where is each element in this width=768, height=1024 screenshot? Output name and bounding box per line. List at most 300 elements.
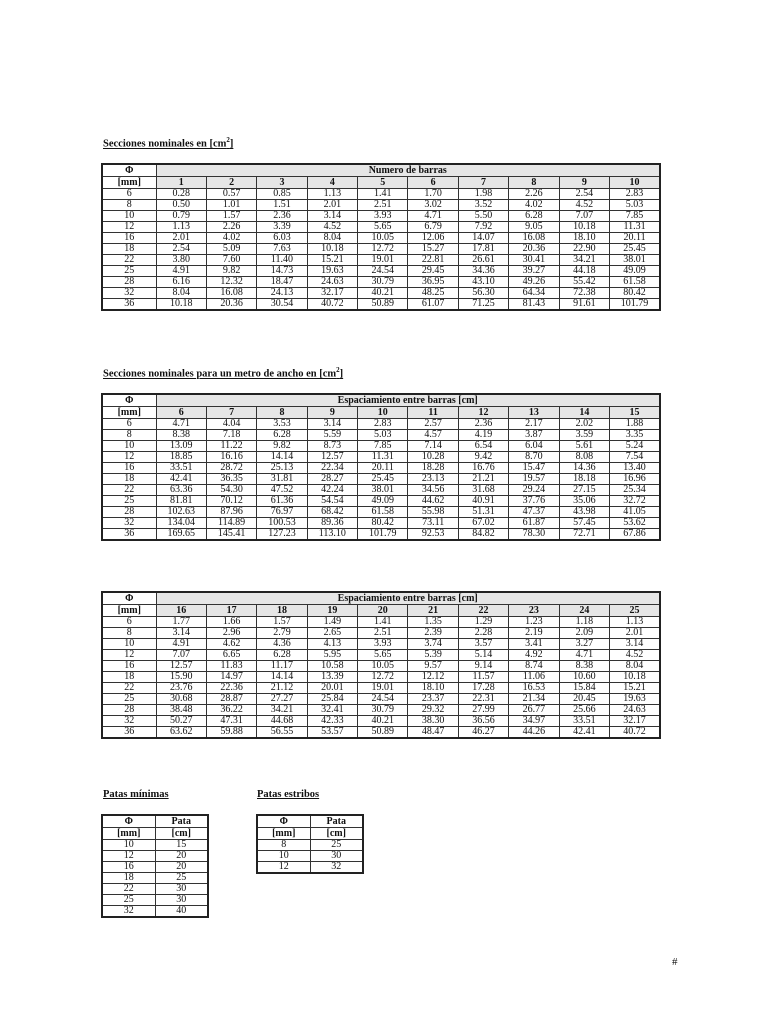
value-cell: 8.08 xyxy=(559,452,609,463)
value-cell: 25.13 xyxy=(257,463,307,474)
value-cell: 5.50 xyxy=(458,211,508,222)
value-cell: 91.61 xyxy=(559,299,609,311)
diameter-cell: 22 xyxy=(102,485,156,496)
value-cell: 20 xyxy=(155,862,208,873)
value-cell: 1.35 xyxy=(408,617,458,628)
value-cell: 28.87 xyxy=(206,694,256,705)
value-cell: 40.72 xyxy=(307,299,357,311)
value-cell: 78.30 xyxy=(509,529,559,541)
value-cell: 1.88 xyxy=(610,419,660,430)
value-cell: 40 xyxy=(155,906,208,918)
value-cell: 1.66 xyxy=(206,617,256,628)
table-row xyxy=(102,222,660,233)
value-cell: 30 xyxy=(155,895,208,906)
value-cell: 34.97 xyxy=(509,716,559,727)
column-header: 3 xyxy=(257,177,307,189)
diameter-cell: 32 xyxy=(102,716,156,727)
value-cell: 169.65 xyxy=(156,529,206,541)
value-cell: 4.57 xyxy=(408,430,458,441)
value-cell: 6.03 xyxy=(257,233,307,244)
column-header: 10 xyxy=(358,407,408,419)
table-row xyxy=(102,507,660,518)
value-cell: 6.65 xyxy=(206,650,256,661)
table-row xyxy=(102,694,660,705)
table-row xyxy=(102,200,660,211)
column-header: 2 xyxy=(206,177,256,189)
value-cell: 30.79 xyxy=(358,705,408,716)
value-cell: 7.85 xyxy=(610,211,661,222)
value-cell: 10.18 xyxy=(610,672,660,683)
value-cell: 32.17 xyxy=(610,716,660,727)
value-cell: 11.06 xyxy=(509,672,559,683)
value-cell: 73.11 xyxy=(408,518,458,529)
table-row xyxy=(102,233,660,244)
value-cell: 5.59 xyxy=(307,430,357,441)
value-cell: 3.41 xyxy=(509,639,559,650)
diameter-cell: 16 xyxy=(102,233,156,244)
value-cell: 4.52 xyxy=(307,222,357,233)
value-cell: 44.68 xyxy=(257,716,307,727)
value-cell: 57.45 xyxy=(559,518,609,529)
value-cell: 2.54 xyxy=(156,244,206,255)
value-cell: 4.62 xyxy=(206,639,256,650)
unit-header: [mm] xyxy=(102,828,155,840)
value-cell: 4.91 xyxy=(156,266,206,277)
value-cell: 3.93 xyxy=(358,211,408,222)
table5-title-text: Patas estribos xyxy=(257,789,320,800)
value-cell: 14.14 xyxy=(257,672,307,683)
value-cell: 50.27 xyxy=(156,716,206,727)
value-cell: 25.66 xyxy=(559,705,609,716)
value-cell: 4.71 xyxy=(408,211,458,222)
table-row xyxy=(102,639,660,650)
value-cell: 2.51 xyxy=(358,628,408,639)
diameter-cell: 16 xyxy=(102,862,155,873)
value-cell: 1.13 xyxy=(610,617,660,628)
value-cell: 2.02 xyxy=(559,419,609,430)
table-row xyxy=(102,452,660,463)
table-row xyxy=(102,672,660,683)
table-row xyxy=(102,419,660,430)
value-cell: 4.71 xyxy=(559,650,609,661)
value-cell: 71.25 xyxy=(458,299,508,311)
value-cell: 22.34 xyxy=(307,463,357,474)
value-cell: 53.57 xyxy=(307,727,357,739)
column-header: 6 xyxy=(408,177,458,189)
table-row xyxy=(102,299,660,311)
column-header: 11 xyxy=(408,407,458,419)
value-cell: 25.45 xyxy=(358,474,408,485)
value-cell: 22.36 xyxy=(206,683,256,694)
value-cell: 1.49 xyxy=(307,617,357,628)
value-cell: 61.07 xyxy=(408,299,458,311)
value-cell: 10.05 xyxy=(358,661,408,672)
value-cell: 6.16 xyxy=(156,277,206,288)
value-cell: 67.86 xyxy=(610,529,660,541)
value-cell: 1.29 xyxy=(458,617,508,628)
value-cell: 2.36 xyxy=(458,419,508,430)
value-cell: 18.28 xyxy=(408,463,458,474)
value-cell: 3.14 xyxy=(156,628,206,639)
value-cell: 16.08 xyxy=(206,288,256,299)
column-header: 24 xyxy=(559,605,609,617)
value-cell: 6.54 xyxy=(458,441,508,452)
value-cell: 15.90 xyxy=(156,672,206,683)
value-cell: 13.09 xyxy=(156,441,206,452)
value-cell: 145.41 xyxy=(206,529,256,541)
value-cell: 27.27 xyxy=(257,694,307,705)
value-cell: 11.57 xyxy=(458,672,508,683)
value-cell: 2.19 xyxy=(509,628,559,639)
header-row xyxy=(102,394,660,407)
table-row xyxy=(102,463,660,474)
value-cell: 32.72 xyxy=(610,496,660,507)
value-cell: 12.57 xyxy=(307,452,357,463)
table-row xyxy=(102,441,660,452)
value-cell: 2.01 xyxy=(610,628,660,639)
value-cell: 30.68 xyxy=(156,694,206,705)
value-cell: 101.79 xyxy=(610,299,661,311)
value-cell: 81.81 xyxy=(156,496,206,507)
value-cell: 3.87 xyxy=(509,430,559,441)
pata-header: Pata xyxy=(310,815,363,828)
value-cell: 42.41 xyxy=(156,474,206,485)
value-cell: 1.41 xyxy=(358,189,408,200)
value-cell: 11.40 xyxy=(257,255,307,266)
value-cell: 8.70 xyxy=(509,452,559,463)
diameter-cell: 12 xyxy=(102,452,156,463)
column-header-row xyxy=(102,177,660,189)
value-cell: 8.73 xyxy=(307,441,357,452)
value-cell: 35.06 xyxy=(559,496,609,507)
value-cell: 64.34 xyxy=(509,288,559,299)
column-header-row xyxy=(102,407,660,419)
value-cell: 7.14 xyxy=(408,441,458,452)
table-row xyxy=(102,211,660,222)
value-cell: 21.34 xyxy=(509,694,559,705)
value-cell: 38.48 xyxy=(156,705,206,716)
table-row xyxy=(257,840,363,851)
phi-header: Φ xyxy=(257,815,310,828)
value-cell: 4.36 xyxy=(257,639,307,650)
value-cell: 5.03 xyxy=(610,200,661,211)
value-cell: 32 xyxy=(310,862,363,874)
value-cell: 36.95 xyxy=(408,277,458,288)
column-header: 22 xyxy=(458,605,508,617)
table2-title-end: ] xyxy=(339,368,344,380)
value-cell: 4.13 xyxy=(307,639,357,650)
column-header: 9 xyxy=(559,177,609,189)
value-cell: 33.51 xyxy=(156,463,206,474)
column-header: 15 xyxy=(610,407,660,419)
group-header: Espaciamiento entre barras [cm] xyxy=(156,394,660,407)
value-cell: 2.01 xyxy=(156,233,206,244)
header-row xyxy=(102,592,660,605)
value-cell: 2.09 xyxy=(559,628,609,639)
diameter-cell: 10 xyxy=(102,211,156,222)
value-cell: 18.10 xyxy=(559,233,609,244)
value-cell: 10.05 xyxy=(358,233,408,244)
value-cell: 19.63 xyxy=(307,266,357,277)
diameter-cell: 32 xyxy=(102,288,156,299)
column-header: 7 xyxy=(206,407,256,419)
value-cell: 1.18 xyxy=(559,617,609,628)
diameter-cell: 18 xyxy=(102,474,156,485)
value-cell: 48.47 xyxy=(408,727,458,739)
phi-header: Φ xyxy=(102,592,156,605)
value-cell: 4.52 xyxy=(559,200,609,211)
value-cell: 6.28 xyxy=(257,430,307,441)
value-cell: 1.70 xyxy=(408,189,458,200)
unit-header: [mm] xyxy=(102,177,156,189)
value-cell: 61.58 xyxy=(358,507,408,518)
pata-unit-header: [cm] xyxy=(155,828,208,840)
value-cell: 54.30 xyxy=(206,485,256,496)
diameter-cell: 8 xyxy=(102,200,156,211)
value-cell: 80.42 xyxy=(358,518,408,529)
value-cell: 24.63 xyxy=(610,705,660,716)
value-cell: 19.01 xyxy=(358,255,408,266)
value-cell: 1.41 xyxy=(358,617,408,628)
value-cell: 63.62 xyxy=(156,727,206,739)
value-cell: 47.31 xyxy=(206,716,256,727)
table-min-hooks xyxy=(101,814,209,918)
value-cell: 5.03 xyxy=(358,430,408,441)
value-cell: 20.36 xyxy=(509,244,559,255)
value-cell: 1.13 xyxy=(156,222,206,233)
value-cell: 87.96 xyxy=(206,507,256,518)
value-cell: 5.65 xyxy=(358,650,408,661)
value-cell: 50.89 xyxy=(358,727,408,739)
column-header: 25 xyxy=(610,605,660,617)
value-cell: 41.05 xyxy=(610,507,660,518)
value-cell: 76.97 xyxy=(257,507,307,518)
value-cell: 61.58 xyxy=(610,277,661,288)
table-row xyxy=(102,529,660,541)
value-cell: 29.32 xyxy=(408,705,458,716)
value-cell: 11.31 xyxy=(610,222,661,233)
value-cell: 25.45 xyxy=(610,244,661,255)
table-row xyxy=(102,727,660,739)
value-cell: 55.42 xyxy=(559,277,609,288)
value-cell: 42.24 xyxy=(307,485,357,496)
value-cell: 30.54 xyxy=(257,299,307,311)
value-cell: 21.21 xyxy=(458,474,508,485)
value-cell: 12.06 xyxy=(408,233,458,244)
table-row xyxy=(102,189,660,200)
value-cell: 127.23 xyxy=(257,529,307,541)
value-cell: 2.51 xyxy=(358,200,408,211)
value-cell: 37.76 xyxy=(509,496,559,507)
table-row xyxy=(102,716,660,727)
value-cell: 49.09 xyxy=(358,496,408,507)
table-nominal-sections xyxy=(101,163,661,311)
value-cell: 80.42 xyxy=(610,288,661,299)
diameter-cell: 22 xyxy=(102,683,156,694)
value-cell: 1.01 xyxy=(206,200,256,211)
value-cell: 20 xyxy=(155,851,208,862)
value-cell: 24.63 xyxy=(307,277,357,288)
diameter-cell: 8 xyxy=(102,628,156,639)
value-cell: 81.43 xyxy=(509,299,559,311)
value-cell: 40.72 xyxy=(610,727,660,739)
value-cell: 9.57 xyxy=(408,661,458,672)
value-cell: 31.68 xyxy=(458,485,508,496)
value-cell: 25 xyxy=(155,873,208,884)
diameter-cell: 10 xyxy=(257,851,310,862)
value-cell: 3.27 xyxy=(559,639,609,650)
unit-row xyxy=(257,828,363,840)
value-cell: 44.18 xyxy=(559,266,609,277)
column-header: 20 xyxy=(358,605,408,617)
value-cell: 28.27 xyxy=(307,474,357,485)
table-row xyxy=(102,485,660,496)
diameter-cell: 28 xyxy=(102,277,156,288)
column-header: 23 xyxy=(509,605,559,617)
value-cell: 1.51 xyxy=(257,200,307,211)
diameter-cell: 36 xyxy=(102,529,156,541)
column-header: 12 xyxy=(458,407,508,419)
value-cell: 36.35 xyxy=(206,474,256,485)
value-cell: 56.30 xyxy=(458,288,508,299)
diameter-cell: 12 xyxy=(102,851,155,862)
value-cell: 40.91 xyxy=(458,496,508,507)
value-cell: 4.02 xyxy=(206,233,256,244)
value-cell: 0.85 xyxy=(257,189,307,200)
table-row xyxy=(102,496,660,507)
value-cell: 7.85 xyxy=(358,441,408,452)
value-cell: 2.26 xyxy=(206,222,256,233)
value-cell: 10.58 xyxy=(307,661,357,672)
unit-header: [mm] xyxy=(102,407,156,419)
value-cell: 46.27 xyxy=(458,727,508,739)
value-cell: 8.38 xyxy=(559,661,609,672)
header-row xyxy=(102,164,660,177)
header-row xyxy=(257,815,363,828)
table-row xyxy=(102,906,208,918)
diameter-cell: 18 xyxy=(102,873,155,884)
value-cell: 16.96 xyxy=(610,474,660,485)
value-cell: 3.02 xyxy=(408,200,458,211)
value-cell: 12.32 xyxy=(206,277,256,288)
diameter-cell: 36 xyxy=(102,727,156,739)
table-row xyxy=(102,661,660,672)
value-cell: 113.10 xyxy=(307,529,357,541)
value-cell: 0.57 xyxy=(206,189,256,200)
value-cell: 15.21 xyxy=(307,255,357,266)
value-cell: 2.83 xyxy=(610,189,661,200)
value-cell: 2.96 xyxy=(206,628,256,639)
value-cell: 42.33 xyxy=(307,716,357,727)
column-header: 8 xyxy=(257,407,307,419)
value-cell: 23.76 xyxy=(156,683,206,694)
table-row xyxy=(102,862,208,873)
value-cell: 15.21 xyxy=(610,683,660,694)
value-cell: 28.72 xyxy=(206,463,256,474)
value-cell: 32.41 xyxy=(307,705,357,716)
table-row xyxy=(102,683,660,694)
value-cell: 12.12 xyxy=(408,672,458,683)
value-cell: 36.56 xyxy=(458,716,508,727)
table-row xyxy=(102,255,660,266)
table-row xyxy=(102,705,660,716)
table-row xyxy=(102,430,660,441)
value-cell: 1.13 xyxy=(307,189,357,200)
value-cell: 30.41 xyxy=(509,255,559,266)
value-cell: 20.11 xyxy=(610,233,661,244)
value-cell: 31.81 xyxy=(257,474,307,485)
value-cell: 47.52 xyxy=(257,485,307,496)
value-cell: 38.30 xyxy=(408,716,458,727)
value-cell: 3.53 xyxy=(257,419,307,430)
column-header: 4 xyxy=(307,177,357,189)
column-header: 18 xyxy=(257,605,307,617)
value-cell: 68.42 xyxy=(307,507,357,518)
diameter-cell: 12 xyxy=(102,650,156,661)
header-row xyxy=(102,815,208,828)
value-cell: 24.54 xyxy=(358,266,408,277)
value-cell: 11.17 xyxy=(257,661,307,672)
table1-title-sup: 2 xyxy=(226,136,230,144)
column-header: 5 xyxy=(358,177,408,189)
value-cell: 18.10 xyxy=(408,683,458,694)
table4-title-text: Patas mínimas xyxy=(103,789,169,800)
value-cell: 30 xyxy=(155,884,208,895)
diameter-cell: 8 xyxy=(257,840,310,851)
phi-header: Φ xyxy=(102,815,155,828)
value-cell: 4.92 xyxy=(509,650,559,661)
value-cell: 100.53 xyxy=(257,518,307,529)
value-cell: 26.77 xyxy=(509,705,559,716)
value-cell: 16.76 xyxy=(458,463,508,474)
value-cell: 8.04 xyxy=(156,288,206,299)
diameter-cell: 28 xyxy=(102,507,156,518)
column-header: 19 xyxy=(307,605,357,617)
value-cell: 3.14 xyxy=(307,419,357,430)
value-cell: 6.04 xyxy=(509,441,559,452)
diameter-cell: 25 xyxy=(102,496,156,507)
column-header: 1 xyxy=(156,177,206,189)
value-cell: 8.04 xyxy=(307,233,357,244)
value-cell: 10.60 xyxy=(559,672,609,683)
pata-header: Pata xyxy=(155,815,208,828)
value-cell: 7.92 xyxy=(458,222,508,233)
value-cell: 24.54 xyxy=(358,694,408,705)
value-cell: 101.79 xyxy=(358,529,408,541)
value-cell: 20.45 xyxy=(559,694,609,705)
value-cell: 3.74 xyxy=(408,639,458,650)
diameter-cell: 8 xyxy=(102,430,156,441)
value-cell: 6.28 xyxy=(509,211,559,222)
value-cell: 27.99 xyxy=(458,705,508,716)
value-cell: 53.62 xyxy=(610,518,660,529)
value-cell: 15 xyxy=(155,840,208,851)
value-cell: 40.21 xyxy=(358,716,408,727)
column-header: 9 xyxy=(307,407,357,419)
value-cell: 18.85 xyxy=(156,452,206,463)
diameter-cell: 32 xyxy=(102,906,155,918)
table-row xyxy=(102,884,208,895)
pata-unit-header: [cm] xyxy=(310,828,363,840)
column-header: 7 xyxy=(458,177,508,189)
value-cell: 2.36 xyxy=(257,211,307,222)
value-cell: 3.35 xyxy=(610,430,660,441)
value-cell: 32.17 xyxy=(307,288,357,299)
diameter-cell: 18 xyxy=(102,244,156,255)
value-cell: 18.18 xyxy=(559,474,609,485)
value-cell: 15.27 xyxy=(408,244,458,255)
value-cell: 29.45 xyxy=(408,266,458,277)
